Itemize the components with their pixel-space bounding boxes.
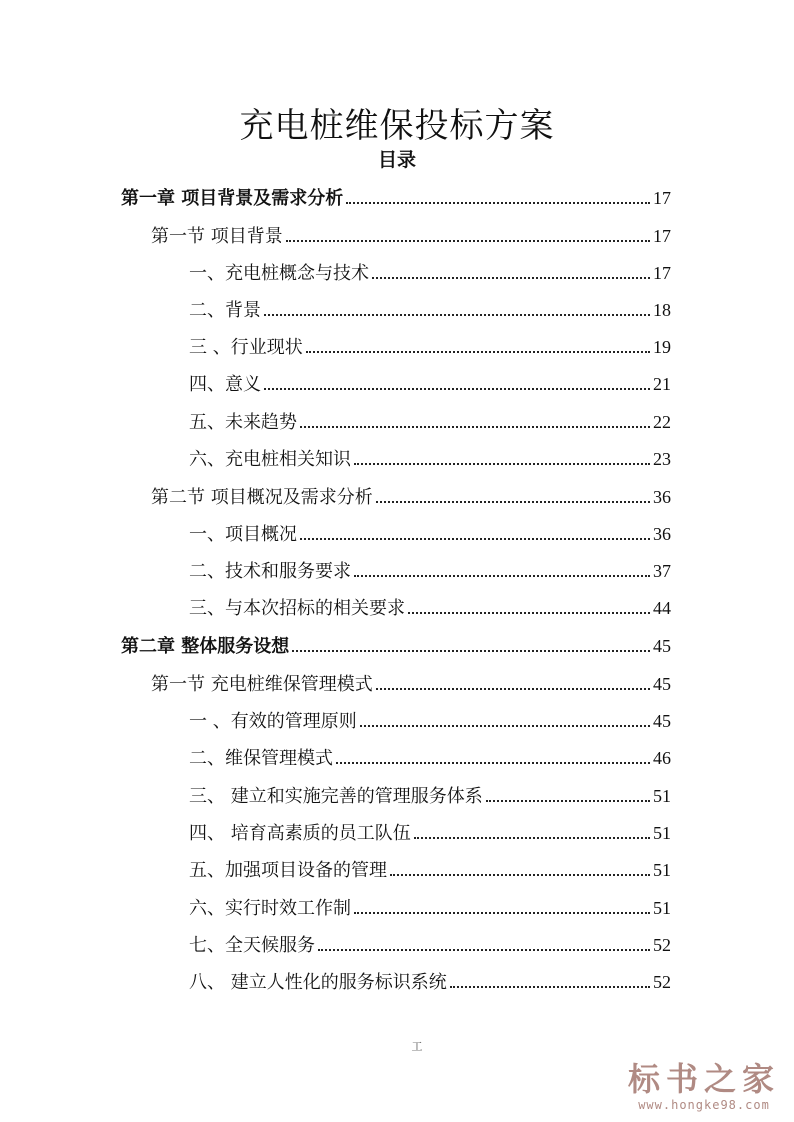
toc-entry-page: 23 bbox=[653, 449, 671, 469]
toc-entry[interactable] bbox=[151, 670, 671, 698]
leader-dots bbox=[286, 240, 650, 242]
toc-entry[interactable] bbox=[189, 408, 671, 436]
toc-entry-page: 44 bbox=[653, 598, 671, 618]
toc-entry[interactable] bbox=[189, 968, 671, 996]
document-title: 充电桩维保投标方案 bbox=[239, 106, 555, 146]
toc-entry[interactable] bbox=[189, 894, 671, 922]
toc-entry[interactable] bbox=[189, 520, 671, 548]
toc-entry-label: 一 、有效的管理原则 bbox=[189, 711, 357, 732]
toc-entry[interactable] bbox=[121, 632, 671, 660]
toc-heading: 目录 bbox=[377, 149, 416, 171]
leader-dots bbox=[376, 501, 650, 503]
toc-entry[interactable] bbox=[189, 931, 671, 959]
toc-entry-page: 52 bbox=[653, 972, 671, 992]
toc-entry-label: 三、 建立和实施完善的管理服务体系 bbox=[189, 786, 483, 807]
toc-entry-page: 52 bbox=[653, 935, 671, 955]
toc-entry-page: 36 bbox=[653, 524, 671, 544]
toc-entry[interactable] bbox=[189, 782, 671, 810]
leader-dots bbox=[264, 388, 650, 390]
toc-entry-page: 45 bbox=[653, 711, 671, 731]
leader-dots bbox=[450, 986, 650, 988]
toc-entry-label: 四、意义 bbox=[189, 374, 261, 395]
toc-entry[interactable] bbox=[151, 483, 671, 511]
leader-dots bbox=[408, 612, 650, 614]
toc-entry-label: 第一章 项目背景及需求分析 bbox=[121, 188, 344, 209]
toc-entry-label: 第二章 整体服务设想 bbox=[121, 636, 290, 657]
leader-dots bbox=[336, 762, 650, 764]
leader-dots bbox=[354, 912, 650, 914]
watermark-url: www.hongke98.com bbox=[638, 1098, 770, 1112]
toc-entry-label: 第一节 充电桩维保管理模式 bbox=[151, 674, 373, 695]
toc-entry-page: 17 bbox=[653, 226, 671, 246]
leader-dots bbox=[354, 575, 650, 577]
toc-entry-page: 45 bbox=[653, 674, 671, 694]
toc-entry-label: 五、加强项目设备的管理 bbox=[189, 860, 387, 881]
toc-entry[interactable] bbox=[151, 222, 671, 250]
watermark-brand-name: 标书之家 bbox=[627, 1060, 780, 1098]
toc-entry-page: 36 bbox=[653, 487, 671, 507]
toc-entry-label: 六、实行时效工作制 bbox=[189, 898, 351, 919]
toc-entry[interactable] bbox=[189, 333, 671, 361]
toc-entry-page: 45 bbox=[653, 636, 671, 656]
leader-dots bbox=[360, 725, 650, 727]
watermark-logo bbox=[624, 1060, 784, 1112]
toc-entry-label: 八、 建立人性化的服务标识系统 bbox=[189, 972, 447, 993]
toc-entry-page: 22 bbox=[653, 412, 671, 432]
toc-entry-page: 17 bbox=[653, 263, 671, 283]
toc-entry-label: 七、全天候服务 bbox=[189, 935, 315, 956]
toc-entry-label: 二、背景 bbox=[189, 300, 261, 321]
toc-entry[interactable] bbox=[189, 707, 671, 735]
leader-dots bbox=[372, 277, 650, 279]
leader-dots bbox=[390, 874, 650, 876]
toc-entry-label: 六、充电桩相关知识 bbox=[189, 449, 351, 470]
toc-entry-page: 46 bbox=[653, 748, 671, 768]
toc-entry-label: 第一节 项目背景 bbox=[151, 226, 283, 247]
leader-dots bbox=[306, 351, 650, 353]
leader-dots bbox=[300, 426, 650, 428]
toc-entry-page: 21 bbox=[653, 374, 671, 394]
toc-entry-label: 三 、行业现状 bbox=[189, 337, 303, 358]
toc-entry[interactable] bbox=[121, 184, 671, 212]
toc-entry[interactable] bbox=[189, 744, 671, 772]
toc-entry-page: 51 bbox=[653, 860, 671, 880]
leader-dots bbox=[346, 202, 650, 204]
page-footer-mark: 工 bbox=[411, 1040, 423, 1053]
toc-entry-label: 四、 培育高素质的员工队伍 bbox=[189, 823, 411, 844]
toc-entry[interactable] bbox=[189, 819, 671, 847]
toc-entry-label: 三、与本次招标的相关要求 bbox=[189, 598, 405, 619]
toc-entry-page: 51 bbox=[653, 786, 671, 806]
toc-entry-page: 17 bbox=[653, 188, 671, 208]
leader-dots bbox=[318, 949, 650, 951]
leader-dots bbox=[264, 314, 650, 316]
leader-dots bbox=[376, 688, 650, 690]
leader-dots bbox=[354, 463, 650, 465]
toc-entry-page: 51 bbox=[653, 898, 671, 918]
toc-entry-page: 18 bbox=[653, 300, 671, 320]
toc-entry[interactable] bbox=[189, 296, 671, 324]
toc-entry[interactable] bbox=[189, 259, 671, 287]
toc-entry-label: 二、技术和服务要求 bbox=[189, 561, 351, 582]
leader-dots bbox=[414, 837, 650, 839]
toc-entry-label: 一、项目概况 bbox=[189, 524, 297, 545]
leader-dots bbox=[292, 650, 650, 652]
toc-entry-page: 37 bbox=[653, 561, 671, 581]
toc-entry[interactable] bbox=[189, 370, 671, 398]
toc-entry-label: 一、充电桩概念与技术 bbox=[189, 263, 369, 284]
leader-dots bbox=[300, 538, 650, 540]
toc-entry-label: 五、未来趋势 bbox=[189, 412, 297, 433]
toc-entry-label: 第二节 项目概况及需求分析 bbox=[151, 487, 373, 508]
toc-entry-label: 二、维保管理模式 bbox=[189, 748, 333, 769]
toc-entry[interactable] bbox=[189, 856, 671, 884]
leader-dots bbox=[486, 800, 650, 802]
toc-entry[interactable] bbox=[189, 445, 671, 473]
toc-entry[interactable] bbox=[189, 594, 671, 622]
toc-entry[interactable] bbox=[189, 557, 671, 585]
toc-entry-page: 19 bbox=[653, 337, 671, 357]
toc-entry-page: 51 bbox=[653, 823, 671, 843]
